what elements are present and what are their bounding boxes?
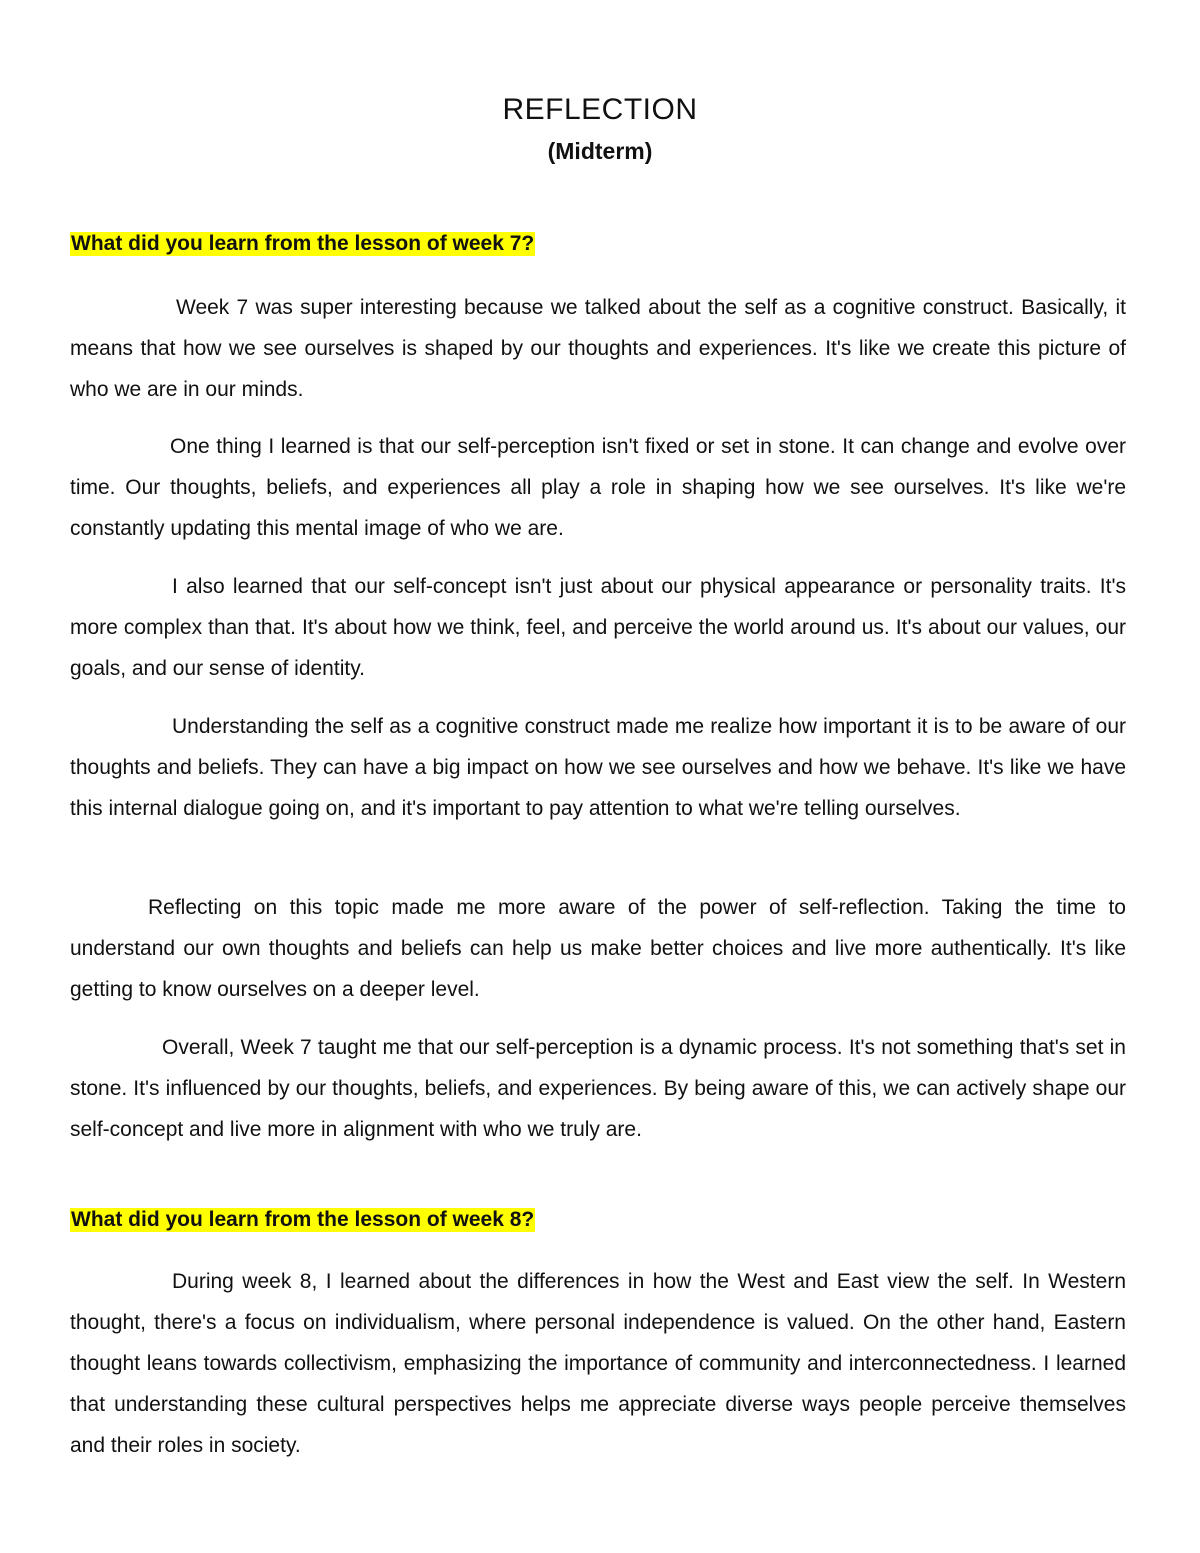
paragraph-week7-5: Reflecting on this topic made me more aware of the power of self-reflection. Taking the time to understand our own thoughts and beliefs can help us make better choices and live more authentically. It's like getting to know ourselves on a deeper level. (70, 896, 1126, 1001)
paragraph-week7-2: One thing I learned is that our self-perception isn't fixed or set in stone. It can change and evolve over time. Our thoughts, beliefs, and experiences all play a role in shaping how we see ourselves. It's like we're constantly updating this mental image of who we are. (70, 435, 1126, 540)
highlighted-question-text: What did you learn from the lesson of week 8? (71, 1208, 535, 1231)
paragraph-week7-6: Overall, Week 7 taught me that our self-perception is a dynamic process. It's not something that's set in stone. It's influenced by our thoughts, beliefs, and experiences. By being aware of this, we can actively shape our self-concept and live more in alignment with who we truly are. (70, 1036, 1126, 1141)
section-question-week-8 (70, 1205, 535, 1235)
paragraph-week7-3: I also learned that our self-concept isn't just about our physical appearance or personality traits. It's more complex than that. It's about how we think, feel, and perceive the world around us. It's about our values, our goals, and our sense of identity. (70, 575, 1126, 680)
section-question-week-7 (70, 229, 535, 259)
paragraph-week7-1: Week 7 was super interesting because we talked about the self as a cognitive construct. Basically, it means that how we see ourselves is shaped by our thoughts and experiences. It's like we create this picture of who we are in our minds. (70, 296, 1126, 401)
paragraph-week8-1: During week 8, I learned about the differences in how the West and East view the self. In Western thought, there's a focus on individualism, where personal independence is valued. On the other hand, Eastern thought leans towards collectivism, emphasizing the importance of community and interconnectedness. I learned that understanding these cultural perspectives helps me appreciate diverse ways people perceive themselves and their roles in society. (70, 1270, 1126, 1457)
paragraph-week7-4: Understanding the self as a cognitive construct made me realize how important it is to be aware of our thoughts and beliefs. They can have a big impact on how we see ourselves and how we behave. It's like we have this internal dialogue going on, and it's important to pay attention to what we're telling ourselves. (70, 715, 1126, 820)
page-subtitle: (Midterm) (547, 138, 653, 164)
highlighted-question-text: What did you learn from the lesson of week 7? (71, 232, 535, 255)
page-title: REFLECTION (502, 93, 698, 126)
